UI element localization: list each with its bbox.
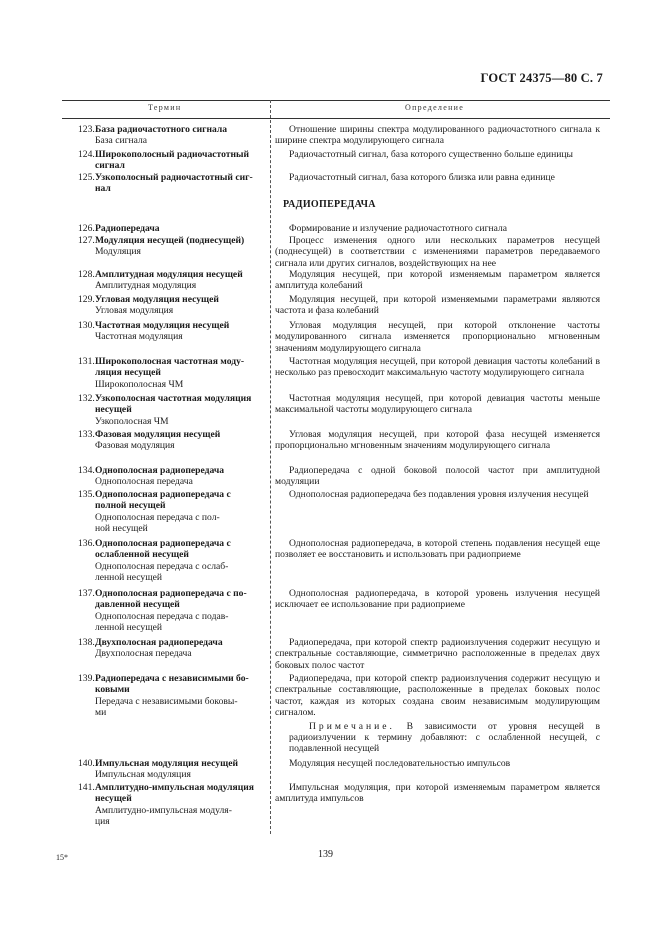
term-number: 124. bbox=[78, 149, 95, 160]
definition-cell bbox=[275, 294, 600, 317]
definition-cell bbox=[275, 588, 600, 611]
note-text: В зависимости от уровня несущей в радиоизлучении к термину добавляют: с ослабленной несущей, с подавленной несущей bbox=[289, 720, 600, 755]
definition-cell bbox=[275, 320, 600, 354]
term-short-form: Модуляция bbox=[95, 246, 141, 258]
term-title-continued: давленной несущей bbox=[95, 599, 180, 611]
column-header-definition: Определение bbox=[405, 103, 465, 112]
term-cell bbox=[78, 637, 266, 660]
table-header-rule bbox=[62, 118, 610, 119]
term-number: 136. bbox=[78, 538, 95, 549]
term-cell bbox=[78, 294, 266, 317]
term-title: Импульсная модуляция несущей bbox=[95, 758, 238, 769]
definition-cell bbox=[275, 637, 600, 671]
term-short-form-continued: ми bbox=[95, 707, 107, 719]
definition-text: Модуляция несущей последовательностью импульсов bbox=[289, 758, 511, 769]
term-short-form: Фазовая модуляция bbox=[95, 440, 175, 452]
term-title: Частотная модуляция несущей bbox=[95, 320, 230, 331]
term-cell bbox=[78, 223, 266, 234]
term-number: 135. bbox=[78, 489, 95, 500]
term-title-continued: несущей bbox=[95, 404, 132, 416]
definition-text: Радиочастотный сигнал, база которого существенно больше единицы bbox=[289, 149, 573, 160]
definition-text: Однополосная радиопередача без подавления уровня излучения несущей bbox=[289, 489, 589, 500]
definition-text: Однополосная радиопередача, в которой уровень излучения несущей исключает ее использование при радиоприеме bbox=[275, 588, 600, 611]
term-number: 132. bbox=[78, 393, 95, 404]
term-short-form: Передача с независимыми боковы- bbox=[95, 695, 238, 707]
definition-text: Радиочастотный сигнал, база которого близка или равна единице bbox=[289, 172, 555, 183]
term-title: Узкополосный радиочастотный сиг- bbox=[95, 172, 253, 183]
term-title: Угловая модуляция несущей bbox=[95, 294, 219, 305]
term-short-form: Однополосная передача с ослаб- bbox=[95, 560, 229, 572]
term-title: Однополосная радиопередача bbox=[95, 465, 225, 476]
footer-sheet-mark: 15* bbox=[56, 853, 68, 862]
section-heading: РАДИОПЕРЕДАЧА bbox=[283, 199, 376, 210]
column-header-term: Термин bbox=[148, 103, 182, 112]
term-short-form: Амплитудная модуляция bbox=[95, 280, 197, 292]
definition-cell bbox=[275, 673, 600, 755]
page-header-title: ГОСТ 24375—80 С. 7 bbox=[480, 71, 603, 85]
term-cell bbox=[78, 465, 266, 488]
term-cell bbox=[78, 588, 266, 634]
term-title: Однополосная радиопередача с по- bbox=[95, 588, 247, 599]
term-cell bbox=[78, 673, 266, 719]
term-short-form-continued: ция bbox=[95, 816, 110, 828]
term-title: Широкополосная частотная моду- bbox=[95, 356, 245, 367]
definition-cell bbox=[275, 758, 600, 769]
term-cell bbox=[78, 269, 266, 292]
term-cell bbox=[78, 149, 266, 172]
definition-cell bbox=[275, 124, 600, 147]
term-number: 137. bbox=[78, 588, 95, 599]
term-number: 126. bbox=[78, 223, 95, 234]
term-short-form: Широкополосная ЧМ bbox=[95, 378, 184, 390]
definition-cell bbox=[275, 782, 600, 805]
page-number: 139 bbox=[318, 849, 333, 860]
definition-text: Радиопередача, при которой спектр радиоизлучения содержит несущую и спектральные составляющие, симметрично расположенные в пределах двух боковых полос частот bbox=[275, 637, 600, 671]
term-title-continued: полной несущей bbox=[95, 500, 166, 512]
term-cell bbox=[78, 356, 266, 390]
term-short-form: Частотная модуляция bbox=[95, 331, 183, 343]
term-title: Узкополосная частотная модуляция bbox=[95, 393, 252, 404]
term-number: 133. bbox=[78, 429, 95, 440]
term-number: 123. bbox=[78, 124, 95, 135]
term-title: Амплитудная модуляция несущей bbox=[95, 269, 243, 280]
term-title: Фазовая модуляция несущей bbox=[95, 429, 221, 440]
term-cell bbox=[78, 758, 266, 781]
definition-cell bbox=[275, 393, 600, 416]
term-title: Однополосная радиопередача с bbox=[95, 538, 231, 549]
definition-cell bbox=[275, 489, 600, 500]
definition-text: Отношение ширины спектра модулированного радиочастотного сигнала к ширине спектра модулирующего сигнала bbox=[275, 124, 600, 147]
term-short-form: Амплитудно-импульсная модуля- bbox=[95, 804, 232, 816]
definition-text: Частотная модуляция несущей, при которой девиация частоты меньше максимальной частоты модулирующего сигнала bbox=[275, 393, 600, 416]
term-title: Двухполосная радиопередача bbox=[95, 637, 223, 648]
term-number: 130. bbox=[78, 320, 95, 331]
term-cell bbox=[78, 429, 266, 452]
term-title-continued: ослабленной несущей bbox=[95, 549, 189, 561]
term-short-form: Однополосная передача с подав- bbox=[95, 610, 229, 622]
definition-text: Угловая модуляция несущей, при которой фаза несущей изменяется пропорционально мгновенным значениям модулирующего сигнала bbox=[275, 429, 600, 452]
term-cell bbox=[78, 538, 266, 584]
term-number: 131. bbox=[78, 356, 95, 367]
term-short-form: Импульсная модуляция bbox=[95, 769, 191, 781]
term-number: 129. bbox=[78, 294, 95, 305]
definition-text: Модуляция несущей, при которой изменяемым параметром является амплитуда колебаний bbox=[275, 269, 600, 292]
term-cell bbox=[78, 172, 266, 195]
term-title: База радиочастотного сигнала bbox=[95, 124, 228, 135]
term-short-form: Однополосная передача bbox=[95, 476, 193, 488]
definition-cell bbox=[275, 269, 600, 292]
term-title: Радиопередача bbox=[95, 223, 160, 234]
definition-text: Процесс изменения одного или нескольких параметров несущей (поднесущей) в соответствии с изменениями параметров передаваемого сигнала или других сигналов, воздействующих на нее bbox=[275, 235, 600, 269]
term-short-form: Угловая модуляция bbox=[95, 305, 174, 317]
definition-cell bbox=[275, 172, 600, 183]
term-cell bbox=[78, 393, 266, 427]
term-cell bbox=[78, 124, 266, 147]
term-number: 138. bbox=[78, 637, 95, 648]
term-number: 125. bbox=[78, 172, 95, 183]
term-title-continued: нал bbox=[95, 183, 111, 195]
table-top-rule bbox=[62, 100, 610, 101]
definition-cell bbox=[275, 149, 600, 160]
definition-text: Радиопередача, при которой спектр радиоизлучения содержит несущую и спектральные составляющие, расположенные в пределах боковых полос частот, каждая из которых создана своим независимым модулирующим сигналом. bbox=[275, 673, 600, 719]
definition-text: Угловая модуляция несущей, при которой отклонение частоты модулированного сигнала изменяется пропорционально мгновенным значениям модулирующего сигнала bbox=[275, 320, 600, 354]
term-title-continued: несущей bbox=[95, 793, 132, 805]
term-title: Широкополосный радиочастотный bbox=[95, 149, 250, 160]
term-number: 127. bbox=[78, 235, 95, 246]
term-number: 140. bbox=[78, 758, 95, 769]
definition-text: Однополосная радиопередача, в которой степень подавления несущей еще позволяет ее восстановить и использовать при радиоприеме bbox=[275, 538, 600, 561]
term-cell bbox=[78, 235, 266, 258]
term-title: Модуляция несущей (поднесущей) bbox=[95, 235, 245, 246]
term-cell bbox=[78, 489, 266, 535]
term-title: Однополосная радиопередача с bbox=[95, 489, 231, 500]
term-title: Амплитудно-импульсная модуляция bbox=[95, 782, 254, 793]
definition-text: Импульсная модуляция, при которой изменяемым параметром является амплитуда импульсов bbox=[275, 782, 600, 805]
term-number: 139. bbox=[78, 673, 95, 684]
term-number: 134. bbox=[78, 465, 95, 476]
definition-cell bbox=[275, 223, 600, 234]
definition-cell bbox=[275, 356, 600, 379]
term-number: 128. bbox=[78, 269, 95, 280]
term-cell bbox=[78, 782, 266, 828]
term-short-form-continued: ной несущей bbox=[95, 523, 148, 535]
definition-cell bbox=[275, 429, 600, 452]
definition-text: Радиопередача с одной боковой полосой частот при амплитудной модуляции bbox=[275, 465, 600, 488]
term-cell bbox=[78, 320, 266, 343]
term-number: 141. bbox=[78, 782, 95, 793]
term-short-form: Узкополосная ЧМ bbox=[95, 415, 169, 427]
column-divider bbox=[270, 100, 271, 834]
term-title: Радиопередача с независимыми бо- bbox=[95, 673, 249, 684]
definition-text: Модуляция несущей, при которой изменяемыми параметрами являются частота и фаза колебаний bbox=[275, 294, 600, 317]
term-short-form: База сигнала bbox=[95, 135, 148, 147]
note-block bbox=[275, 721, 600, 755]
term-title-continued: сигнал bbox=[95, 160, 125, 172]
definition-text: Формирование и излучение радиочастотного сигнала bbox=[289, 223, 508, 234]
definition-cell bbox=[275, 465, 600, 488]
term-title-continued: ляция несущей bbox=[95, 367, 161, 379]
definition-cell bbox=[275, 538, 600, 561]
definition-cell bbox=[275, 235, 600, 269]
definition-text: Частотная модуляция несущей, при которой девиация частоты колебаний в несколько раз превосходит максимальную частоту модулирующего сигнала bbox=[275, 356, 600, 379]
term-short-form-continued: ленной несущей bbox=[95, 572, 162, 584]
term-short-form: Двухполосная передача bbox=[95, 648, 192, 660]
term-short-form-continued: ленной несущей bbox=[95, 622, 162, 634]
term-short-form: Однополосная передача с пол- bbox=[95, 511, 220, 523]
note-label: Примечание. bbox=[309, 720, 395, 732]
term-title-continued: ковыми bbox=[95, 684, 130, 696]
